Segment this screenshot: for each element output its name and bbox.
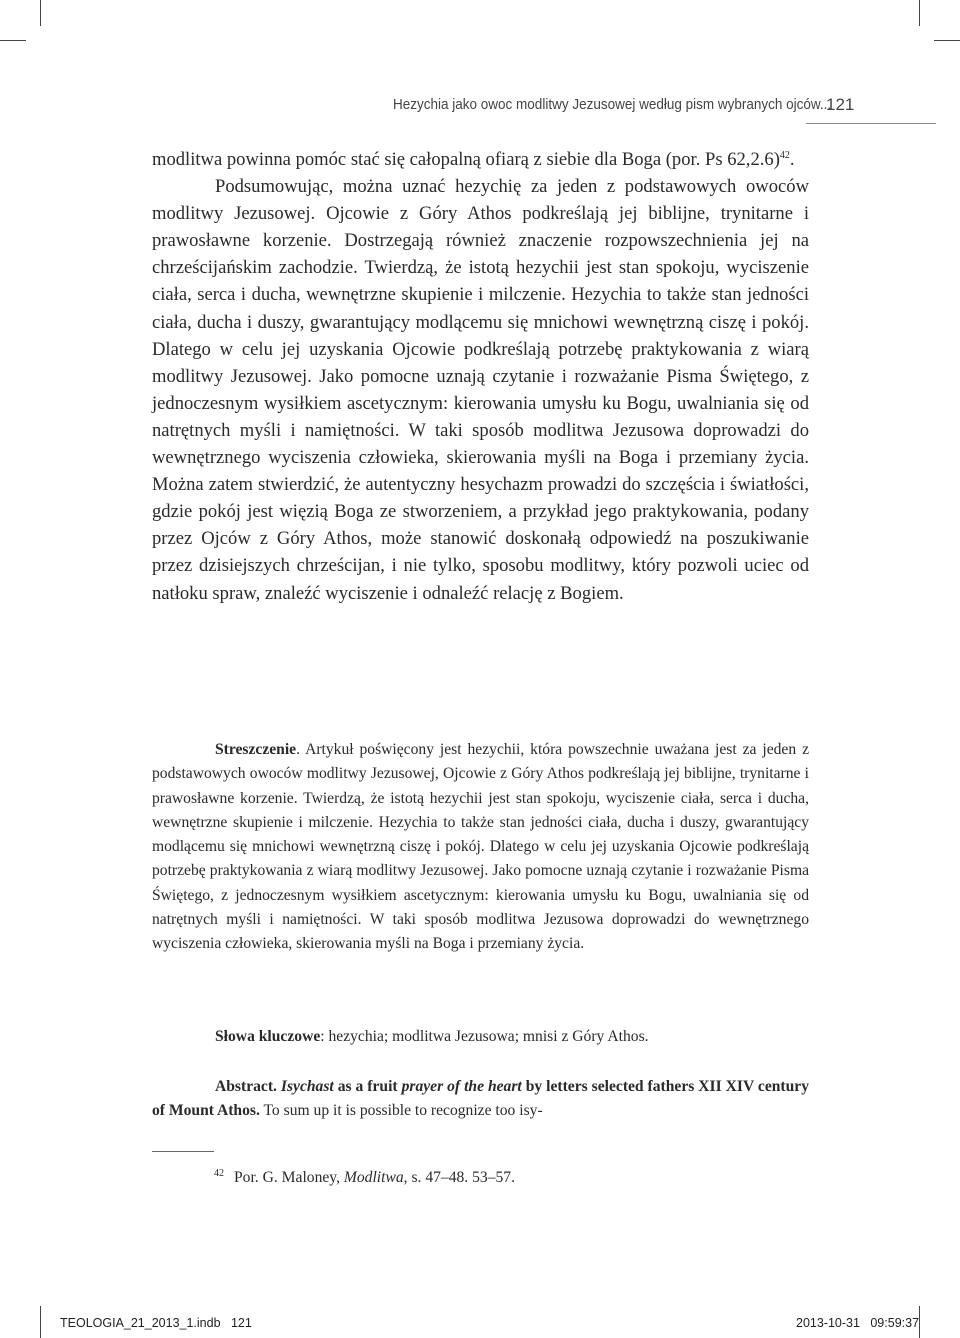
slug-date: 2013-10-31 09:59:37 — [796, 1316, 920, 1330]
abstract-label: Abstract. — [215, 1078, 277, 1095]
keywords-label: Słowa kluczowe — [215, 1028, 321, 1045]
slug-file: TEOLOGIA_21_2013_1.indb 121 — [60, 1316, 252, 1330]
main-text — [152, 146, 809, 607]
paragraph-2: Podsumowując, można uznać hezychię za jeden z podstawowych owoców modlitwy Jezusowej. Ojcowie z Góry Athos podkreślają jej biblijne, trynitarne i prawosławne korzenie. Dostrzegają również znaczenie rozpowszechnienia jej na chrześcijańskim zachodzie. Twierdzą, że istotą hezychii jest stan spokoju, wyciszenie ciała, serca i ducha, wewnętrzne skupienie i milczenie. Hezychia to także stan jedności ciała, ducha i duszy, gwarantujący modlącemu się mnichowi wewnętrzną ciszę i pokój. Dlatego w celu jej uzyskania Ojcowie podkreślają potrzebę praktykowania z wiarą modlitwy Jezusowej. Jako pomocne uznają czytanie i rozważanie Pisma Świętego, z jednoczesnym wysiłkiem ascetycznym: kierowania umysłu ku Bogu, uwalniania się od natrętnych myśli i namiętności. W taki sposób modlitwa Jezusowa doprowadzi do wewnętrznego wyciszenia człowieka, skierowania myśli na Boga i przemiany życia. Można zatem stwierdzić, że autentyczny hesychazm prowadzi do szczęścia i światłości, gdzie pokój jest więzią Boga ze stworzeniem, a przykład jego praktykowania, podany przez Ojców z Góry Athos, może stanowić doskonałą odpowiedź na poszukiwanie przez dzisiejszych chrześcijan, i nie tylko, sposobu modlitwy, który pozwoli uciec od natłoku spraw, znaleźć wyciszenie i odnaleźć relację z Bogiem. — [152, 176, 809, 604]
abstract-block: Abstract. Isychast as a fruit prayer of the heart by letters selected fathers XII XIV century of Mount Athos. To sum up it is possible to recognize too isy- — [152, 1078, 810, 1120]
crop-mark-bottom-right — [919, 1306, 920, 1338]
footnote: $^{42}$ Por. G. Maloney, Modlitwa, s. 47–48. 53–57. — [214, 1167, 515, 1186]
summary-block — [152, 738, 809, 957]
running-title: Hezychia jako owoc modlitwy Jezusowej według pism wybranych ojców... — [393, 96, 832, 113]
header-rule — [806, 123, 936, 124]
keywords — [215, 1028, 649, 1046]
page-number: 121 — [826, 95, 855, 114]
footnote-title: Modlitwa — [343, 1169, 404, 1186]
abstract-text: To sum up it is possible to recognize too isy- — [263, 1102, 543, 1120]
footnote-number: 42 — [214, 1167, 224, 1179]
crop-mark-top-right-h — [934, 40, 960, 41]
crop-mark-top-right — [919, 0, 920, 26]
crop-mark-top-left — [40, 0, 41, 26]
crop-mark-bottom-left — [40, 1306, 41, 1338]
summary-text: . Artykuł poświęcony jest hezychii, która powszechnie uważana jest za jeden z podstawowych owoców modlitwy Jezusowej, Ojcowie z Góry Athos podkreślają jej biblijne, trynitarne i prawosławne korzenie. Twierdzą, że istotą hezychii jest stan spokoju, wyciszenie ciała, serca i ducha, wewnętrzne skupienie i milczenie. Hezychia to także stan jedności ciała, ducha i duszy, gwarantujący modlącemu się mnichowi wewnętrzną ciszę i pokój. Dlatego w celu jej uzyskania Ojcowie podkreślają potrzebę praktykowania z wiarą modlitwy Jezusowej. Jako pomocne uznają czytanie i rozważanie Pisma Świętego, z jednoczesnym wysiłkiem ascetycznym: kierowania umysłu ku Bogu, uwalniania się od natrętnych myśli i namiętności. W taki sposób modlitwa Jezusowa doprowadzi do wewnętrznego wyciszenia człowieka, skierowania myśli na Boga i przemiany życia. — [152, 741, 809, 953]
footnote-rule — [152, 1151, 214, 1152]
crop-mark-top-left-h — [0, 40, 26, 41]
summary-label: Streszczenie — [215, 741, 297, 758]
keywords-text: : hezychia; modlitwa Jezusowa; mnisi z Góry Athos. — [320, 1028, 649, 1045]
footnote-ref: 42 — [779, 149, 790, 161]
paragraph-1: modlitwa powinna pomóc stać się całopalną ofiarą z siebie dla Boga (por. Ps 62,2.6)$^{42}$. — [152, 149, 795, 170]
